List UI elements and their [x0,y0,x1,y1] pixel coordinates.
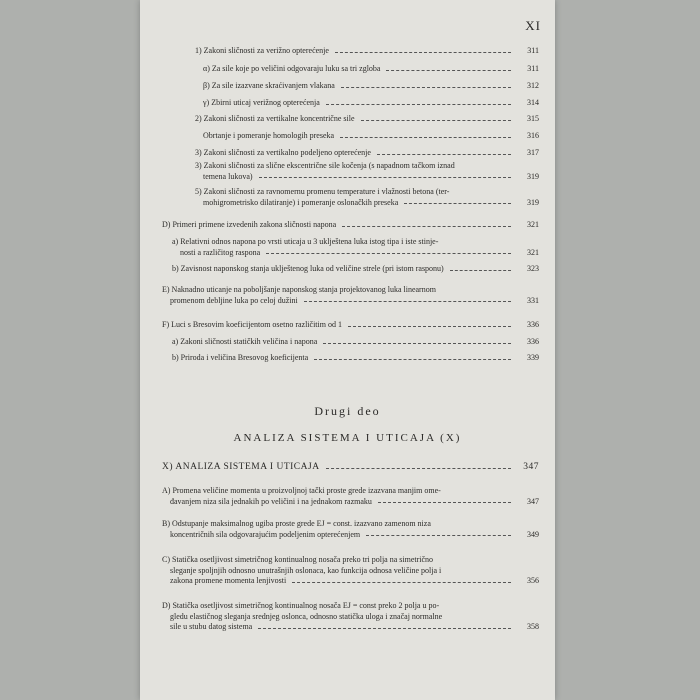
toc-entry-title: zakona promene momenta lenjivosti [170,576,287,585]
toc-page-number: 312 [527,81,539,90]
toc-entry [203,131,539,141]
toc-entry-title: 2) Zakoni sličnosti za vertikalne koncentrične sile [195,114,355,123]
toc-entry-title: đavanjem niza sila jednakih po veličini i na jednakom razmaku [170,496,372,506]
toc-entry-title: temena lukova) [203,171,253,181]
toc-entry [162,320,539,330]
leader-dots [326,104,511,105]
leader-dots [386,70,511,71]
toc-entry-title: sile u stubu datog sistema [170,622,253,631]
toc-page-number: 315 [527,114,539,123]
toc-entry [203,64,539,74]
toc-entry [172,353,539,363]
toc-entry-title: A) Promena veličine momenta u proizvoljnoj tački proste grede izazvana manjim ome- [162,486,441,495]
leader-dots [323,343,511,344]
toc-page-number: 311 [527,64,539,73]
toc-page-number: 358 [527,622,539,631]
toc-entry [195,148,539,158]
leader-dots [404,203,511,204]
toc-entry-title: a) Zakoni sličnosti statičkih veličina i napona [172,337,318,346]
toc-entry-title: B) Odstupanje maksimalnog ugiba proste grede EJ = const. izazvano zamenom niza [162,519,431,528]
toc-entry-title: sleganje spoljnjih odnosno unutrašnjih oslonaca, kao funkcija odnosa veličine polja i [170,565,442,575]
toc-entry [203,98,539,108]
leader-dots [341,87,511,88]
toc-entry [162,486,539,507]
toc-entry-title: promenom debljine luka po celoj dužini [170,295,298,305]
toc-page-number: 339 [527,353,539,362]
toc-entry-title: Obrtanje i pomeranje homologih preseka [203,131,335,140]
toc-entry [203,81,539,91]
toc-entry [195,114,539,124]
toc-entry-title: γ) Zbirni uticaj verižnog opterećenja [203,98,320,107]
toc-entry [162,601,539,633]
leader-dots [450,270,511,271]
toc-entry [162,519,539,540]
toc-page-number: 316 [527,131,539,140]
toc-entry [162,462,539,472]
part-title: Drugi deo [314,404,381,418]
leader-dots [314,359,511,360]
toc-entry-title: nosti a različitog raspona [180,247,261,257]
toc-entry-title: β) Za sile izazvane skraćivanjem vlakana [203,81,335,90]
leader-dots [340,137,511,138]
toc-page-number: 349 [527,529,539,539]
toc-entry [172,337,539,347]
toc-entry [162,555,539,587]
toc-page-number: 336 [527,337,539,346]
toc-entry-title: 5) Zakoni sličnosti za ravnomernu promenu temperature i vlažnosti betona (ter- [195,187,450,196]
toc-entry-title: b) Priroda i veličina Bresovog koeficijenta [172,353,309,362]
toc-entry-title: gledu elastičnog sleganja srednjeg oslonca, odnosno statička uloga i značaj normalne [170,611,443,621]
leader-dots [258,628,511,629]
toc-entry-title: E) Naknadno uticanje na poboljšanje naponskog stanja projektovanog luka linearnom [162,285,436,294]
leader-dots [266,253,511,254]
leader-dots [292,582,511,583]
toc-entry-title: a) Relativni odnos napona po vrsti uticaja u 3 uklještena luka istog tipa i iste stinje- [172,237,439,246]
toc-entry [195,187,539,208]
toc-page-number: 336 [527,320,539,329]
toc-page-number: 356 [527,576,539,585]
toc-entry-title: D) Statička osetljivost simetričnog kontinualnog nosača EJ = const preko 2 polja u po- [162,601,440,610]
toc-page-number: 331 [527,295,539,305]
toc-page-number: 311 [527,46,539,55]
toc-entry-title: koncentričnih sila odgovarajućim podeljenim opterećenjem [170,529,361,539]
toc-page-number: 323 [527,264,539,273]
toc-page-number: 317 [527,148,539,157]
leader-dots [342,226,511,227]
leader-dots [377,154,511,155]
toc-entry-title: mohigrometrisko dilatiranje) i pomeranje oslonačkih preseka [203,197,399,207]
toc-entry [195,161,539,182]
leader-dots [259,177,511,178]
toc-entry [162,220,539,230]
toc-entry [172,237,539,258]
toc-entry [162,285,539,306]
toc-entry-title: 3) Zakoni sličnosti za vertikalno podeljeno opterećenje [195,148,371,157]
leader-dots [335,52,511,53]
leader-dots [326,468,511,469]
toc-page-number: 321 [527,220,539,229]
toc-entry-title: C) Statička osetljivost simetričnog kontinualnog nosača preko tri polja na simetrično [162,555,434,564]
toc-entry-title: X) ANALIZA SISTEMA I UTICAJA [162,462,320,472]
toc-entry [195,46,539,56]
leader-dots [304,301,511,302]
part-subtitle: ANALIZA SISTEMA I UTICAJA (X) [233,432,462,444]
toc-entry-title: b) Zavisnost naponskog stanja uklještenog luka od veličine strele (pri istom rasponu) [172,264,444,273]
toc-entry-title: 3) Zakoni sličnosti za slične ekscentrične sile kočenja (s napadnom tačkom iznad [195,161,455,170]
toc-entry-title: α) Za sile koje po veličini odgovaraju luku sa tri zgloba [203,64,381,73]
leader-dots [378,502,511,503]
toc-entry [172,264,539,274]
toc-entry-title: 1) Zakoni sličnosti za verižno opterećenje [195,46,329,55]
toc-page-number: 319 [527,171,539,181]
leader-dots [348,326,511,327]
document-page [140,0,555,700]
toc-page-number: 314 [527,98,539,107]
toc-page-number: 347 [523,462,539,472]
leader-dots [366,535,511,536]
toc-entry-title: F) Luci s Bresovim koeficijentom osetno različitim od 1 [162,320,342,329]
leader-dots [361,120,512,121]
toc-entry-title: D) Primeri primene izvedenih zakona sličnosti napona [162,220,337,229]
toc-page-number: 321 [527,247,539,257]
toc-page-number: 319 [527,197,539,207]
toc-page-number: 347 [527,496,539,506]
page-number: XI [525,18,541,33]
